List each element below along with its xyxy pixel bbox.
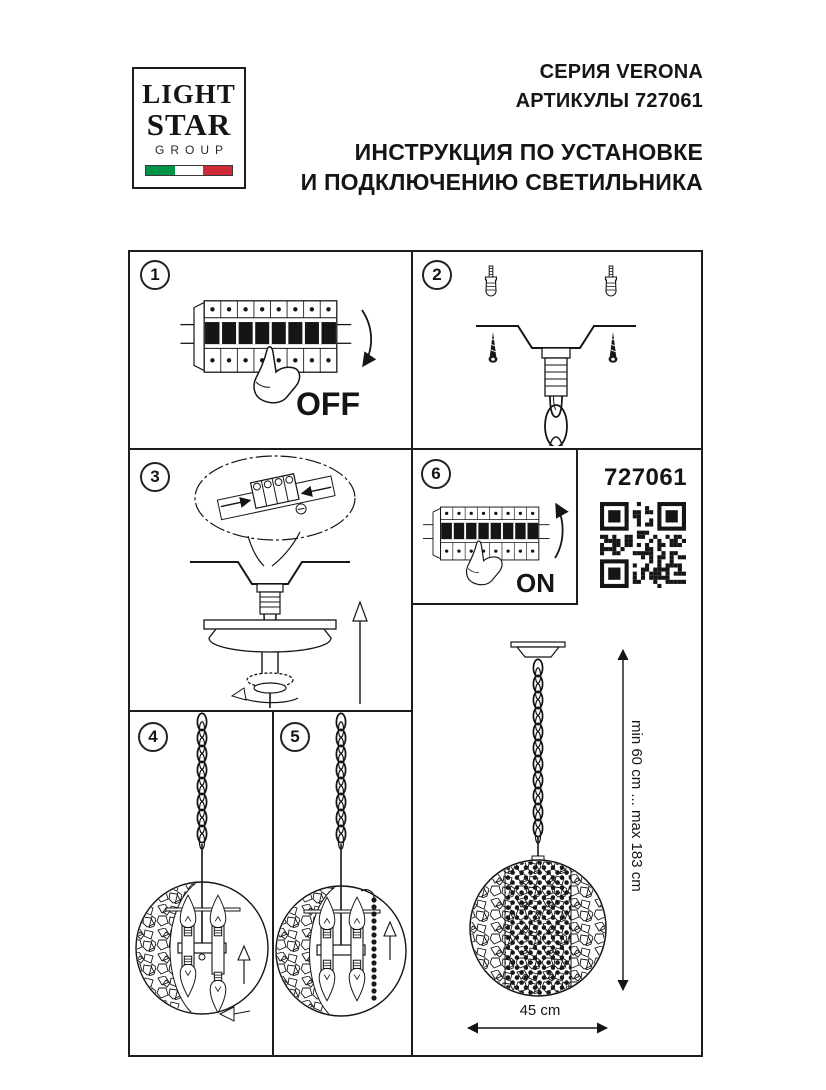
pendant-chain (533, 659, 542, 843)
rotation-arrow-icon (238, 694, 298, 703)
bead-strand (371, 897, 376, 1000)
off-label: OFF (296, 386, 360, 422)
pendant-dimensions-drawing (411, 610, 701, 1053)
breaker-off-drawing (166, 282, 406, 447)
bulb-installation-drawing (130, 712, 272, 1055)
instruction-grid (128, 250, 703, 1057)
chain-link (545, 405, 567, 446)
logo-word-light: LIGHT (142, 79, 236, 109)
pendant-chain (336, 713, 345, 849)
instruction-title-line1: ИНСТРУКЦИЯ ПО УСТАНОВКЕ (354, 139, 703, 165)
top-bar (304, 910, 380, 913)
bead-column (505, 860, 571, 996)
instruction-title-line2: И ПОДКЛЮЧЕНИЮ СВЕТИЛЬНИКА (300, 169, 703, 195)
pendant-chain (197, 713, 206, 849)
articles-label: АРТИКУЛЫ 727061 (515, 90, 703, 112)
wiring-canopy-drawing (132, 450, 411, 708)
rotation-arrow-head (232, 688, 246, 700)
arrow-down-icon (362, 310, 371, 366)
step-5-number: 5 (290, 727, 300, 746)
article-number: 727061 (604, 464, 688, 491)
dowel-icon (486, 266, 497, 296)
series-label: СЕРИЯ VERONA (539, 61, 703, 83)
italian-flag-icon (145, 165, 233, 176)
step-1-number: 1 (150, 265, 160, 284)
top-bar (166, 908, 240, 911)
step-3-number: 3 (150, 467, 160, 486)
suspension-range-label: min 60 cm ... max 183 cm (628, 720, 645, 892)
logo-word-star: STAR (146, 107, 232, 142)
qr-code (600, 502, 686, 588)
step-2-number: 2 (432, 265, 442, 284)
logo-word-group: GROUP (154, 143, 229, 157)
knurled-nut (247, 673, 293, 693)
screw-icon (609, 332, 618, 363)
circuit-breaker-icon (423, 507, 550, 560)
screw-icon (489, 332, 498, 363)
ceiling-plate (511, 642, 565, 657)
instruction-title (301, 137, 703, 197)
ceiling-canopy (204, 620, 336, 652)
dowel-icon (606, 266, 617, 296)
step-4-number: 4 (148, 727, 158, 746)
up-arrow-icon (353, 602, 367, 621)
header (301, 58, 703, 197)
lightstar-logo (132, 67, 246, 189)
decor-installation-drawing (274, 712, 409, 1055)
on-label: ON (516, 568, 555, 598)
diameter-label: 45 cm (519, 1002, 561, 1019)
arrow-up-icon (555, 504, 563, 558)
step-6-number: 6 (431, 464, 441, 483)
threaded-hook (542, 348, 570, 417)
mounting-hardware-drawing (414, 254, 701, 446)
mounting-bracket (190, 562, 350, 584)
